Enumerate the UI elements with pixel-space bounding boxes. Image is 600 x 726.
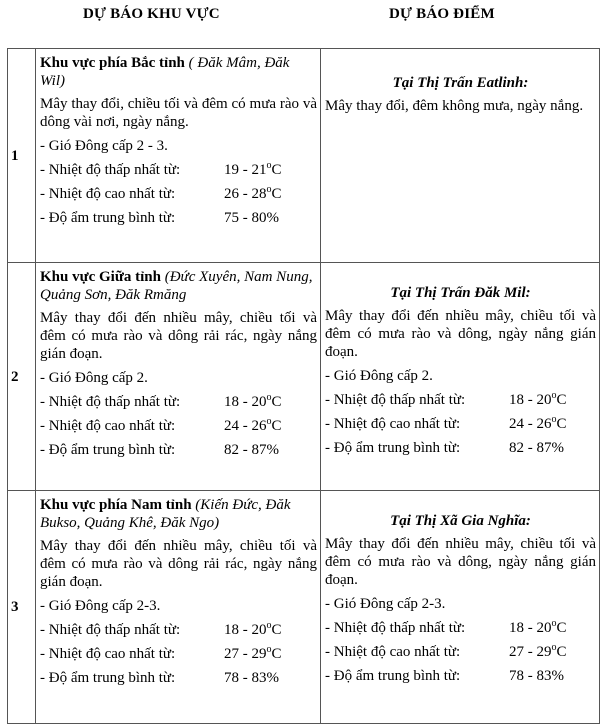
max-temp-line <box>325 643 596 661</box>
table-row <box>8 263 600 491</box>
celsius-unit: C <box>556 644 567 660</box>
humidity-line <box>40 441 317 459</box>
max-temp-label: - Nhiệt độ cao nhất từ: <box>40 646 176 662</box>
wind-line: - Gió Đông cấp 2-3. <box>325 596 446 612</box>
degree-sign: o <box>266 160 272 171</box>
min-temp-value: 18 - 20 <box>224 394 267 410</box>
max-temp-line <box>40 185 317 203</box>
max-temp-value: 27 - 29 <box>224 646 267 662</box>
min-temp-value: 18 - 20 <box>509 392 552 408</box>
max-temp-line <box>40 417 317 435</box>
wind-line: - Gió Đông cấp 2 - 3. <box>40 138 168 154</box>
max-temp-label: - Nhiệt độ cao nhất từ: <box>325 416 461 432</box>
celsius-unit: C <box>556 392 567 408</box>
point-forecast-cell <box>321 49 600 263</box>
humidity-line <box>325 667 596 685</box>
area-subtitle: (Kiến Đức, Đăk Bukso, Quảng Khê, Đăk Ngo) <box>40 497 291 531</box>
celsius-unit: C <box>271 418 282 434</box>
area-description: Mây thay đổi, chiều tối và đêm có mưa rào và dông vài nơi, ngày nắng. <box>40 96 317 130</box>
celsius-unit: C <box>271 186 282 202</box>
min-temp-line <box>325 619 596 637</box>
row-number: 3 <box>8 491 36 724</box>
row-number: 2 <box>8 263 36 491</box>
min-temp-label: - Nhiệt độ thấp nhất từ: <box>325 620 466 636</box>
area-forecast-cell <box>36 49 321 263</box>
point-title: Tại Thị Trấn Đăk Mil: <box>390 285 531 301</box>
humidity-line <box>40 209 317 227</box>
area-description: Mây thay đổi đến nhiều mây, chiều tối và đêm có mưa rào và dông rải rác, ngày nắng gián đoạn. <box>40 310 317 362</box>
area-subtitle: ( Đăk Mâm, Đăk Wil) <box>40 55 290 89</box>
humidity-label: - Độ ẩm trung bình từ: <box>40 670 176 686</box>
area-title: Khu vực phía Bắc tỉnh ( Đăk Mâm, Đăk Wil) <box>40 55 290 89</box>
min-temp-line <box>40 621 317 639</box>
area-title: Khu vực phía Nam tỉnh (Kiến Đức, Đăk Bukso, Quảng Khê, Đăk Ngo) <box>40 497 291 531</box>
table-row <box>8 49 600 263</box>
row-number: 1 <box>8 49 36 263</box>
humidity-label: - Độ ẩm trung bình từ: <box>40 442 176 458</box>
max-temp-label: - Nhiệt độ cao nhất từ: <box>40 418 176 434</box>
degree-sign: o <box>266 392 272 403</box>
min-temp-label: - Nhiệt độ thấp nhất từ: <box>40 622 181 638</box>
max-temp-value: 27 - 29 <box>509 644 552 660</box>
wind-line: - Gió Đông cấp 2-3. <box>40 598 161 614</box>
point-forecast-cell <box>321 491 600 724</box>
humidity-value: 75 - 80% <box>224 210 279 226</box>
area-forecast-cell <box>36 491 321 724</box>
celsius-unit: C <box>271 394 282 410</box>
header-area-forecast: DỰ BÁO KHU VỰC <box>83 6 220 22</box>
point-title: Tại Thị Trấn Eatlinh: <box>392 75 529 91</box>
min-temp-label: - Nhiệt độ thấp nhất từ: <box>325 392 466 408</box>
degree-sign: o <box>551 390 557 401</box>
min-temp-label: - Nhiệt độ thấp nhất từ: <box>40 162 181 178</box>
max-temp-value: 24 - 26 <box>224 418 267 434</box>
max-temp-label: - Nhiệt độ cao nhất từ: <box>325 644 461 660</box>
humidity-value: 78 - 83% <box>224 670 279 686</box>
celsius-unit: C <box>556 416 567 432</box>
degree-sign: o <box>266 184 272 195</box>
area-description: Mây thay đổi đến nhiều mây, chiều tối và đêm có mưa rào và dông rải rác, ngày nắng gián đoạn. <box>40 538 317 590</box>
point-forecast-cell <box>321 263 600 491</box>
column-headers <box>0 0 600 48</box>
min-temp-value: 18 - 20 <box>224 622 267 638</box>
humidity-value: 82 - 87% <box>224 442 279 458</box>
humidity-value: 82 - 87% <box>509 440 564 456</box>
area-subtitle: (Đức Xuyên, Nam Nung, Quảng Sơn, Đăk Rmăng <box>40 269 313 303</box>
min-temp-value: 19 - 21 <box>224 162 267 178</box>
humidity-line <box>40 669 317 687</box>
wind-line: - Gió Đông cấp 2. <box>40 370 148 386</box>
point-description: Mây thay đổi đến nhiều mây, chiều tối và đêm có mưa rào và dông, ngày nắng gián đoạn. <box>325 536 596 588</box>
min-temp-label: - Nhiệt độ thấp nhất từ: <box>40 394 181 410</box>
point-description: Mây thay đổi, đêm không mưa, ngày nắng. <box>325 98 584 114</box>
min-temp-value: 18 - 20 <box>509 620 552 636</box>
area-title: Khu vực Giữa tỉnh (Đức Xuyên, Nam Nung, Quảng Sơn, Đăk Rmăng <box>40 269 313 303</box>
max-temp-line <box>40 645 317 663</box>
max-temp-value: 26 - 28 <box>224 186 267 202</box>
min-temp-line <box>325 391 596 409</box>
table-row <box>8 491 600 724</box>
degree-sign: o <box>266 644 272 655</box>
point-title: Tại Thị Xã Gia Nghĩa: <box>390 513 531 529</box>
humidity-value: 78 - 83% <box>509 668 564 684</box>
wind-line: - Gió Đông cấp 2. <box>325 368 433 384</box>
celsius-unit: C <box>271 162 282 178</box>
header-point-forecast: DỰ BÁO ĐIỂM <box>389 6 495 22</box>
area-forecast-cell <box>36 263 321 491</box>
point-description: Mây thay đổi đến nhiều mây, chiều tối và đêm có mưa rào và dông, ngày nắng gián đoạn. <box>325 308 596 360</box>
celsius-unit: C <box>556 620 567 636</box>
degree-sign: o <box>266 620 272 631</box>
degree-sign: o <box>551 414 557 425</box>
degree-sign: o <box>551 642 557 653</box>
celsius-unit: C <box>271 646 282 662</box>
forecast-table <box>7 48 600 724</box>
humidity-label: - Độ ẩm trung bình từ: <box>40 210 176 226</box>
celsius-unit: C <box>271 622 282 638</box>
degree-sign: o <box>551 618 557 629</box>
humidity-label: - Độ ẩm trung bình từ: <box>325 440 461 456</box>
max-temp-line <box>325 415 596 433</box>
humidity-line <box>325 439 596 457</box>
humidity-label: - Độ ẩm trung bình từ: <box>325 668 461 684</box>
max-temp-label: - Nhiệt độ cao nhất từ: <box>40 186 176 202</box>
degree-sign: o <box>266 416 272 427</box>
min-temp-line <box>40 161 317 179</box>
max-temp-value: 24 - 26 <box>509 416 552 432</box>
min-temp-line <box>40 393 317 411</box>
